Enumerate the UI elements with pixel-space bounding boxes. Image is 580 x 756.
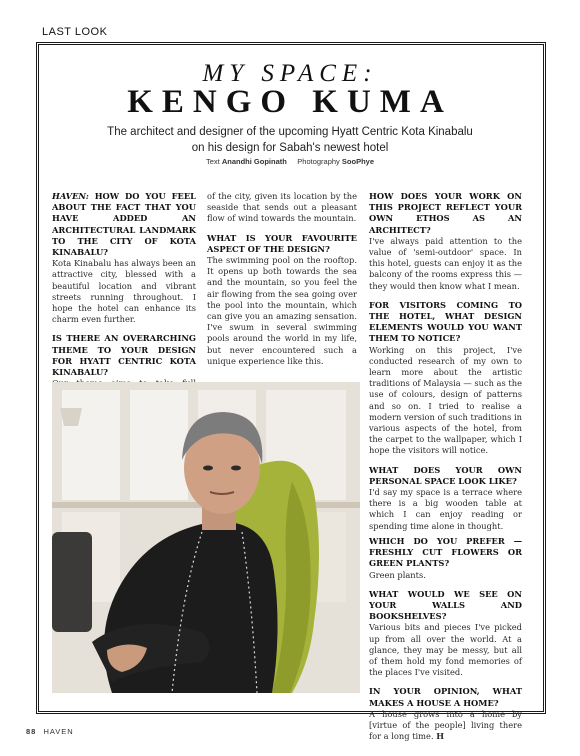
question-3: WHAT IS YOUR FAVOURITE ASPECT OF THE DESIGN? [207, 232, 357, 254]
answer-1: Kota Kinabalu has always been an attractive city, blessed with a beautiful location and vibrant streets running throughout. I hope the hotel can enhance its charm even further. [52, 258, 196, 325]
article-column-2 [207, 191, 357, 367]
byline-text-label: Text [205, 157, 220, 166]
question-1 [52, 191, 196, 258]
answer-9-text: A house grows into a home by [virtue of the people] living there for a long time. [369, 708, 522, 742]
title-kicker: MY SPACE: [202, 60, 378, 87]
end-mark: H [436, 731, 445, 742]
answer-9 [369, 709, 522, 743]
question-6: WHAT DOES YOUR OWN PERSONAL SPACE LOOK LIKE? [369, 464, 522, 486]
article-column-1 [52, 191, 196, 412]
question-4: HOW DOES YOUR WORK ON THIS PROJECT REFLECT YOUR OWN ETHOS AS AN ARCHITECT? [369, 191, 522, 235]
portrait-illustration [52, 382, 360, 693]
magazine-prefix: HAVEN: [52, 191, 89, 201]
article-column-3 [369, 191, 522, 742]
question-2: IS THERE AN OVERARCHING THEME TO YOUR DESIGN FOR HYATT CENTRIC KOTA KINABALU? [52, 333, 196, 378]
question-7: WHICH DO YOU PREFER — FRESHLY CUT FLOWERS OR GREEN PLANTS? [369, 535, 522, 569]
question-1-text: HOW DO YOU FEEL ABOUT THE FACT THAT YOU HAVE ADDED AN ARCHITECTURAL LANDMARK TO THE CITY OF KOTA KINABALU? [52, 191, 196, 258]
question-5: FOR VISITORS COMING TO THE HOTEL, WHAT DESIGN ELEMENTS WOULD YOU WANT THEM TO NOTICE? [369, 299, 522, 344]
answer-2-part-2: of the city, given its location by the seaside that sends out a pleasant flow of wind towards the mountain. [207, 191, 357, 224]
byline [0, 157, 580, 166]
byline-photo-label: Photography [297, 157, 340, 166]
page-footer [26, 727, 74, 736]
answer-3: The swimming pool on the rooftop. It opens up both towards the sea and the mountain, so you feel the air flowing from the sea going over the pool into the mountain, which can give you an amazing sensation. I've swum in several swimming pools around the world in my life, but never encountered such a unique experience like this. [207, 255, 357, 366]
answer-6: I'd say my space is a terrace where there is a big wooden table at which I can enjoy reading or spending time alone in thought. [369, 487, 522, 531]
answer-4: I've always paid attention to the value of 'semi-outdoor' space. In this hotel, guests can enjoy it as the balcony of the rooms express this — they would then know what I mean. [369, 235, 522, 291]
magazine-name: HAVEN [43, 727, 74, 736]
question-9: IN YOUR OPINION, WHAT MAKES A HOUSE A HOME? [369, 686, 522, 708]
section-label: LAST LOOK [42, 26, 108, 38]
standfirst: The architect and designer of the upcoming Hyatt Centric Kota Kinabalu on his design for Sabah's newest hotel [107, 126, 473, 154]
page-number: 88 [26, 727, 37, 736]
page-title: KENGO KUMA [127, 84, 453, 120]
byline-author: Anandhi Gopinath [221, 157, 287, 166]
answer-8: Various bits and pieces I've picked up from all over the world. At a glance, they may be messy, but all of them hold my fond memories of the places I've visited. [369, 622, 522, 678]
question-8: WHAT WOULD WE SEE ON YOUR WALLS AND BOOKSHELVES? [369, 588, 522, 622]
byline-photographer: SooPhye [341, 157, 374, 166]
portrait-photo [52, 382, 360, 693]
answer-5: Working on this project, I've conducted research of my own to learn more about the artistic traditions of Malaysia — such as the use of colours, design of patterns and so on. I tried to realise a modern version of such traditions in various aspects of the hotel, from the carpet to the wallpaper, which I hope the visitors will notice. [369, 344, 522, 456]
answer-7: Green plants. [369, 569, 426, 580]
